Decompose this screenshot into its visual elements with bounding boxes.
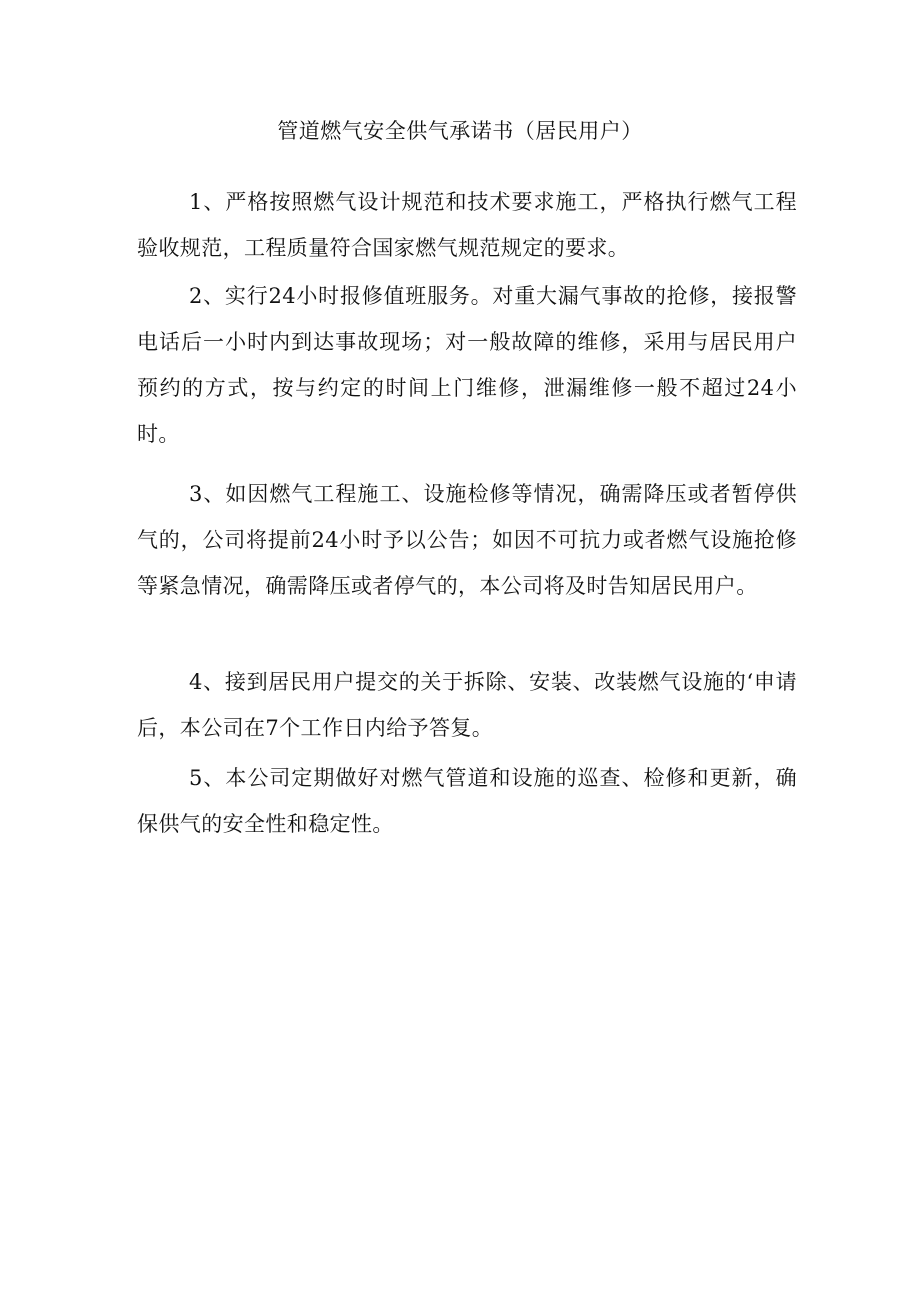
paragraph-2: 2、实行24小时报修值班服务。对重大漏气事故的抢修，接报警电话后一小时内到达事故现场；对一般故障的维修，采用与居民用户预约的方式，按与约定的时间上门维修，泄漏维修一般不超过24小时。: [137, 284, 797, 446]
paragraph-4: 4、接到居民用户提交的关于拆除、安装、改装燃气设施的‘申请后，本公司在7个工作日内给予答复。: [137, 670, 797, 740]
document-title: 管道燃气安全供气承诺书（居民用户）: [277, 119, 643, 143]
paragraph-1: 1、严格按照燃气设计规范和技术要求施工，严格执行燃气工程验收规范，工程质量符合国家燃气规范规定的要求。: [137, 190, 797, 260]
paragraph-3: 3、如因燃气工程施工、设施检修等情况，确需降压或者暂停供气的，公司将提前24小时予以公告；如因不可抗力或者燃气设施抢修等紧急情况，确需降压或者停气的，本公司将及时告知居民用户。: [137, 482, 797, 598]
paragraph-5: 5、本公司定期做好对燃气管道和设施的巡查、检修和更新，确保供气的安全性和稳定性。: [137, 766, 797, 836]
